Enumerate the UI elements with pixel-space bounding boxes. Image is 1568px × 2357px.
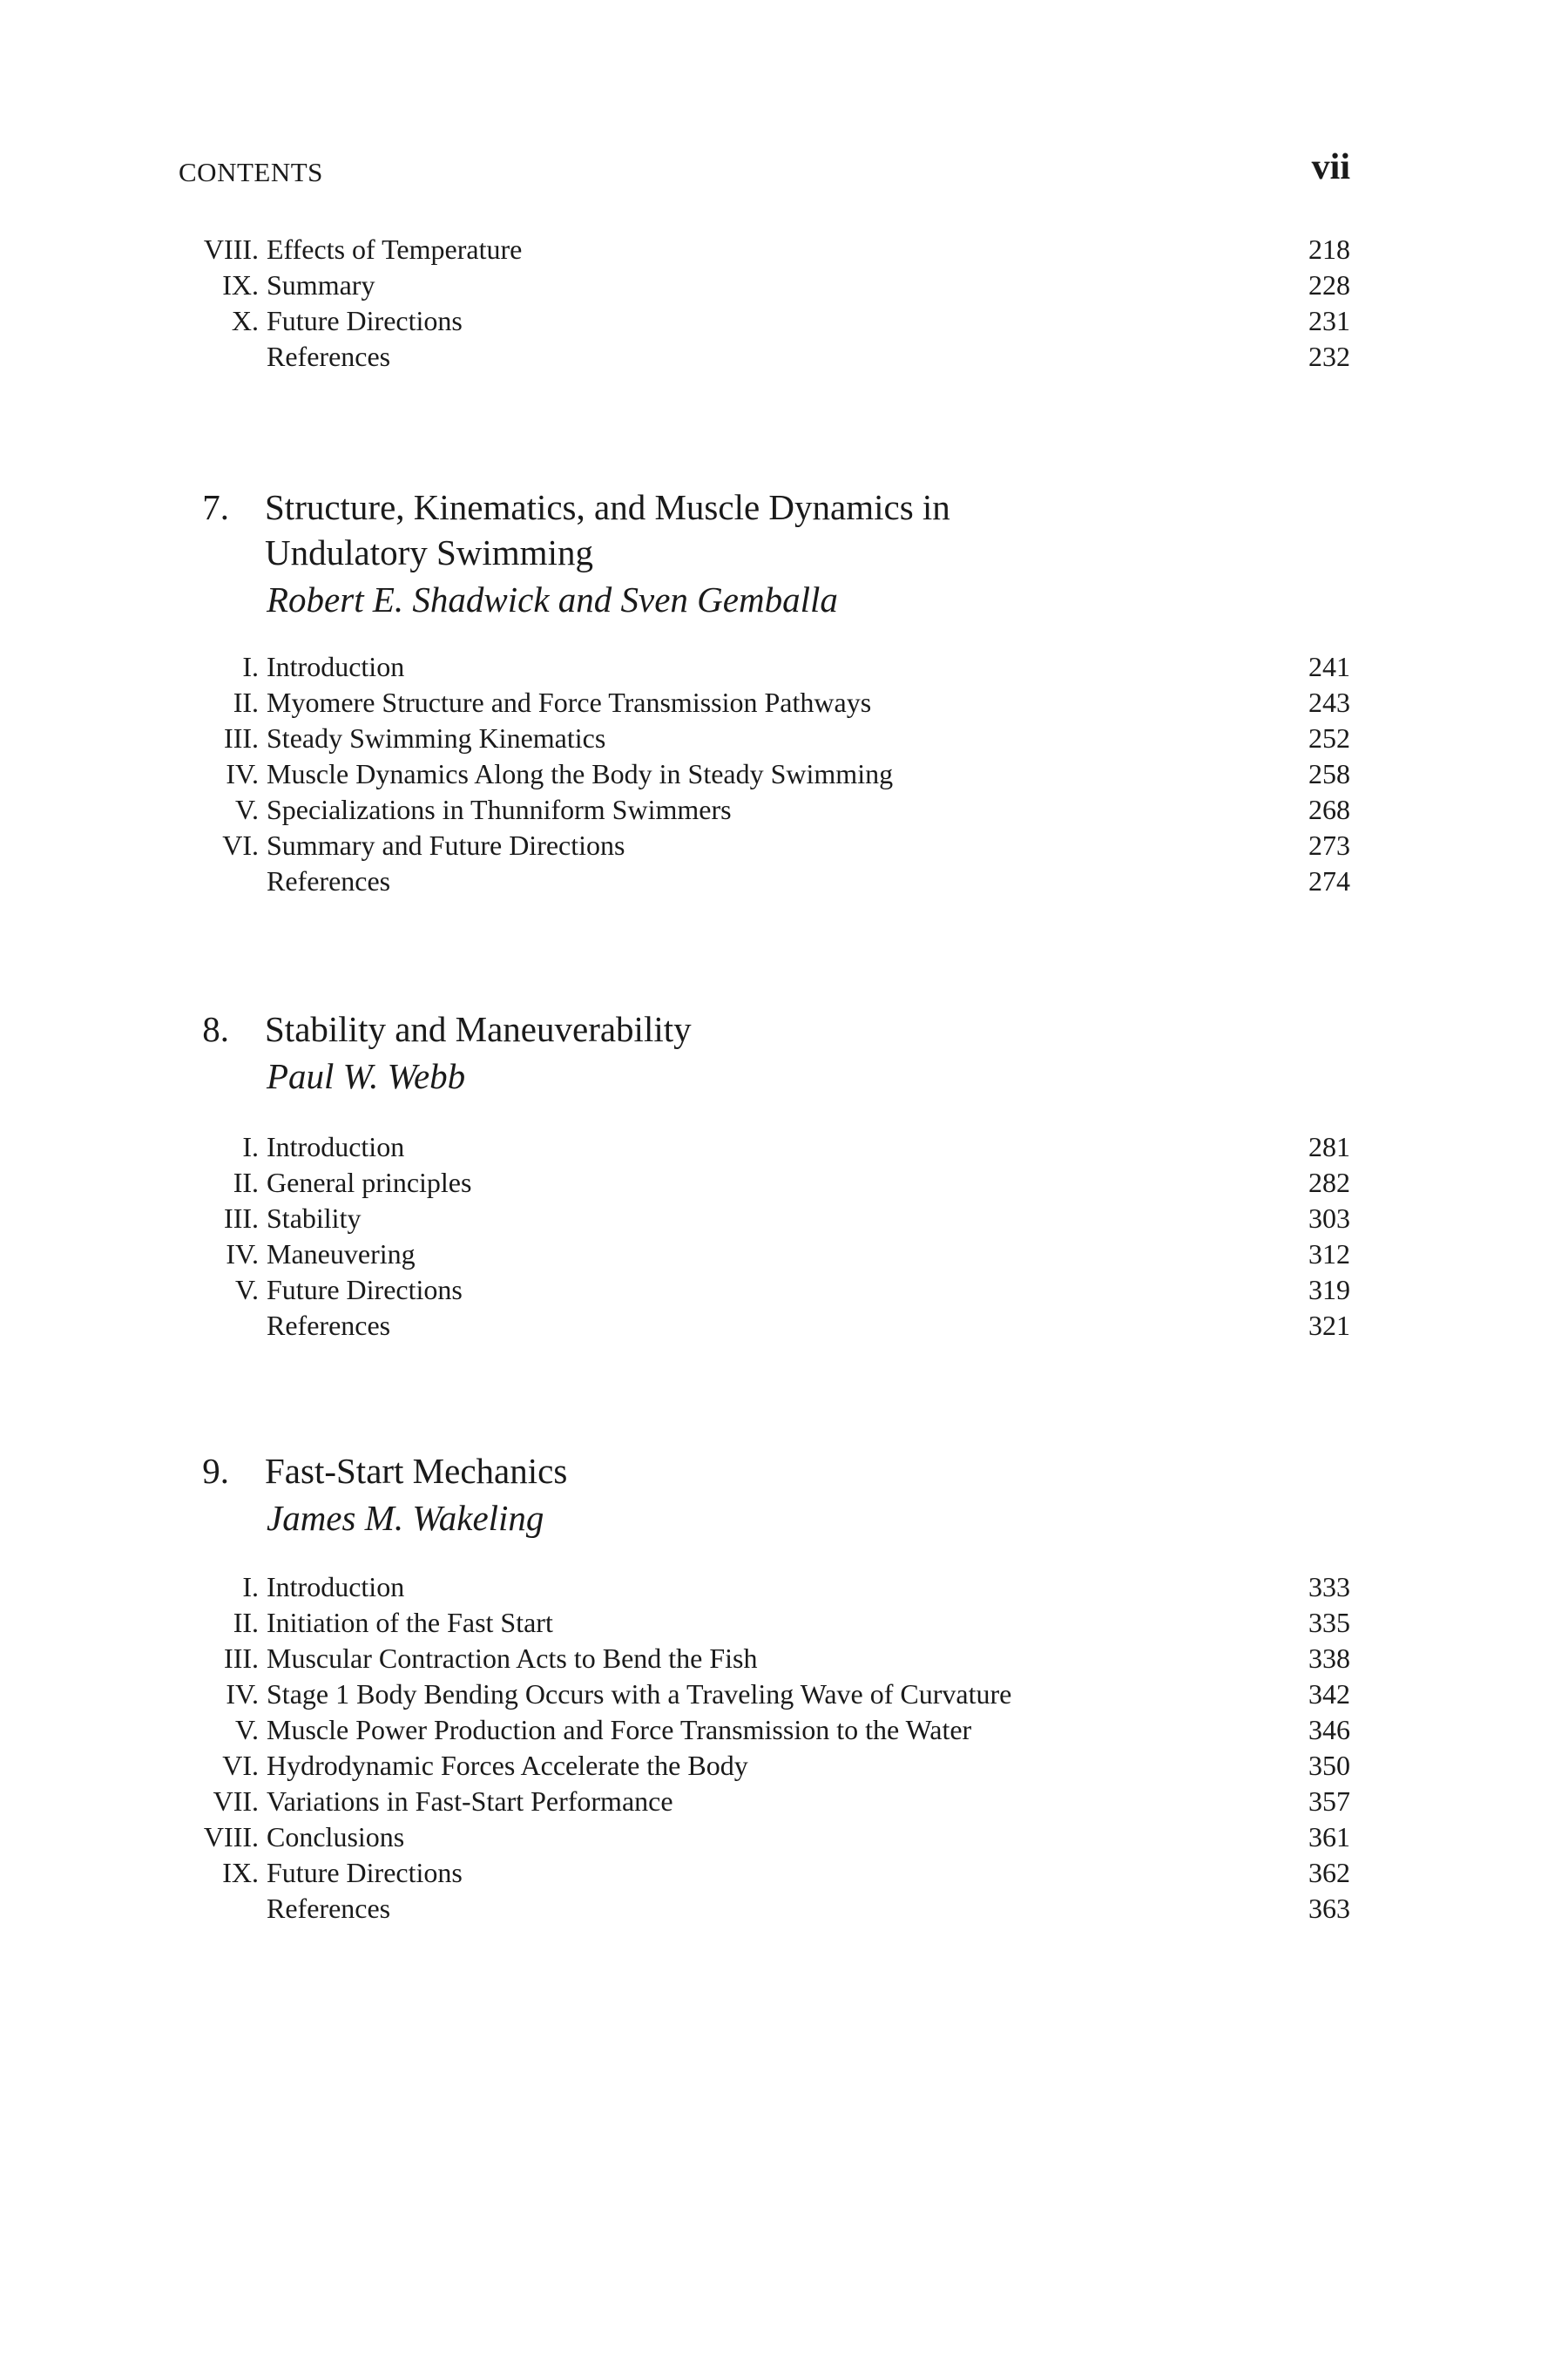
toc-entry-page: 282 — [1308, 1167, 1350, 1198]
toc-entry[interactable] — [179, 756, 1350, 792]
toc-entry-page: 350 — [1308, 1750, 1350, 1781]
toc-entry[interactable] — [179, 1201, 1350, 1236]
toc-entry[interactable] — [179, 1569, 1350, 1605]
toc-entry[interactable] — [179, 1748, 1350, 1784]
toc-entry-references[interactable] — [179, 339, 1350, 375]
toc-entry-title: Stage 1 Body Bending Occurs with a Traveling Wave of Curvature — [267, 1678, 1012, 1710]
toc-entry-title: Introduction — [267, 1131, 405, 1162]
toc-entry-number: II. — [233, 1607, 259, 1638]
chapter-title-line: Structure, Kinematics, and Muscle Dynamics in — [265, 487, 950, 527]
chapter-authors: Paul W. Webb — [267, 1056, 466, 1096]
toc-entry-page: 218 — [1308, 234, 1350, 265]
toc-entry[interactable] — [179, 303, 1350, 339]
toc-entry-title: Specializations in Thunniform Swimmers — [267, 794, 732, 825]
toc-entry-page: 258 — [1308, 758, 1350, 789]
toc-entry-page: 338 — [1308, 1642, 1350, 1674]
toc-entry-page: 312 — [1308, 1238, 1350, 1270]
toc-entry-title: General principles — [267, 1167, 472, 1198]
toc-entry-references[interactable] — [179, 864, 1350, 899]
toc-entry-page: 231 — [1308, 305, 1350, 336]
toc-entry-number: V. — [235, 1714, 259, 1745]
toc-entry-title: Variations in Fast-Start Performance — [267, 1785, 673, 1817]
toc-entry[interactable] — [179, 1784, 1350, 1819]
toc-entry[interactable] — [179, 649, 1350, 685]
toc-entry-number: I. — [242, 1571, 259, 1602]
toc-entry-page: 274 — [1308, 865, 1350, 897]
toc-entry-references[interactable] — [179, 1308, 1350, 1344]
toc-entry-page: 319 — [1308, 1274, 1350, 1305]
toc-entry-number: IV. — [226, 758, 259, 789]
toc-entry-title: Stability — [267, 1202, 362, 1234]
toc-entry-number: I. — [242, 1131, 259, 1162]
toc-entry-title: Future Directions — [267, 1274, 463, 1305]
toc-entry-page: 321 — [1308, 1310, 1350, 1341]
toc-entry-page: 281 — [1308, 1131, 1350, 1162]
toc-entry-number: I. — [242, 651, 259, 682]
toc-entry-page: 357 — [1308, 1785, 1350, 1817]
toc-entry-page: 362 — [1308, 1857, 1350, 1888]
toc-entry-number: III. — [224, 1202, 259, 1234]
toc-entry-title: References — [267, 341, 391, 372]
toc-entry-number: IX. — [222, 269, 259, 301]
toc-entry-title: Hydrodynamic Forces Accelerate the Body — [267, 1750, 748, 1781]
toc-entry-title: Effects of Temperature — [267, 234, 523, 265]
toc-entry-number: X. — [231, 305, 259, 336]
toc-entry-page: 232 — [1308, 341, 1350, 372]
toc-entry-title: Steady Swimming Kinematics — [267, 722, 606, 754]
toc-entry-page: 268 — [1308, 794, 1350, 825]
toc-entry-number: III. — [224, 722, 259, 754]
toc-entry-number: VI. — [222, 830, 259, 861]
toc-entry-page: 252 — [1308, 722, 1350, 754]
toc-entry-page: 303 — [1308, 1202, 1350, 1234]
toc-entry-page: 243 — [1308, 687, 1350, 718]
toc-entry[interactable] — [179, 1236, 1350, 1272]
toc-entry[interactable] — [179, 721, 1350, 756]
toc-entry-number: VII. — [213, 1785, 259, 1817]
toc-entry-page: 333 — [1308, 1571, 1350, 1602]
toc-entry[interactable] — [179, 792, 1350, 828]
toc-entry[interactable] — [179, 232, 1350, 268]
toc-entry[interactable] — [179, 1712, 1350, 1748]
chapter-title-line: Stability and Maneuverability — [265, 1009, 692, 1049]
toc-entry[interactable] — [179, 1819, 1350, 1855]
chapter-authors: Robert E. Shadwick and Sven Gemballa — [267, 579, 838, 620]
toc-entry-title: Future Directions — [267, 305, 463, 336]
toc-entry-number: IX. — [222, 1857, 259, 1888]
toc-entry-title: Muscle Dynamics Along the Body in Steady Swimming — [267, 758, 894, 789]
chapter-number: 9. — [202, 1451, 229, 1491]
toc-entry-number: VIII. — [203, 1821, 259, 1852]
toc-entry-title: References — [267, 1893, 391, 1924]
toc-entry-number: III. — [224, 1642, 259, 1674]
toc-entry-title: Muscular Contraction Acts to Bend the Fish — [267, 1642, 758, 1674]
toc-entry-page: 342 — [1308, 1678, 1350, 1710]
toc-entry[interactable] — [179, 828, 1350, 864]
toc-entry-number: II. — [233, 1167, 259, 1198]
toc-entry-title: Introduction — [267, 651, 405, 682]
toc-entry-title: References — [267, 865, 391, 897]
toc-entry-page: 363 — [1308, 1893, 1350, 1924]
toc-entry-page: 335 — [1308, 1607, 1350, 1638]
toc-entry-page: 228 — [1308, 269, 1350, 301]
toc-entry[interactable] — [179, 1272, 1350, 1308]
toc-entry-title: Maneuvering — [267, 1238, 416, 1270]
toc-entry-title: Future Directions — [267, 1857, 463, 1888]
toc-entry-title: Introduction — [267, 1571, 405, 1602]
toc-entry-title: Conclusions — [267, 1821, 405, 1852]
chapter-title-line: Fast-Start Mechanics — [265, 1451, 568, 1491]
toc-entry[interactable] — [179, 1165, 1350, 1201]
toc-entry-title: Initiation of the Fast Start — [267, 1607, 553, 1638]
chapter-number: 8. — [202, 1009, 229, 1049]
toc-entry-title: Muscle Power Production and Force Transmission to the Water — [267, 1714, 972, 1745]
toc-entry[interactable] — [179, 1676, 1350, 1712]
toc-entry-number: V. — [235, 794, 259, 825]
running-head — [179, 146, 1350, 199]
toc-entry[interactable] — [179, 1641, 1350, 1676]
toc-entry[interactable] — [179, 1605, 1350, 1641]
toc-entry-page: 346 — [1308, 1714, 1350, 1745]
toc-entry[interactable] — [179, 1855, 1350, 1891]
running-head-title: CONTENTS — [179, 157, 323, 187]
toc-entry-number: IV. — [226, 1238, 259, 1270]
toc-entry[interactable] — [179, 685, 1350, 721]
chapter-number: 7. — [202, 487, 229, 527]
toc-entry-number: VIII. — [203, 234, 259, 265]
toc-entry-number: V. — [235, 1274, 259, 1305]
toc-entry-page: 241 — [1308, 651, 1350, 682]
toc-entry-number: VI. — [222, 1750, 259, 1781]
running-head-page-number: vii — [1311, 147, 1350, 187]
toc-entry-number: II. — [233, 687, 259, 718]
toc-entry-page: 361 — [1308, 1821, 1350, 1852]
toc-entry-title: References — [267, 1310, 391, 1341]
toc-entry-title: Summary and Future Directions — [267, 830, 625, 861]
chapter-title-line: Undulatory Swimming — [265, 532, 593, 572]
toc-entry[interactable] — [179, 268, 1350, 303]
toc-entry-references[interactable] — [179, 1891, 1350, 1927]
toc-entry-title: Summary — [267, 269, 375, 301]
toc-entry-page: 273 — [1308, 830, 1350, 861]
chapter-authors: James M. Wakeling — [267, 1498, 544, 1538]
toc-entry-title: Myomere Structure and Force Transmission Pathways — [267, 687, 872, 718]
toc-entry[interactable] — [179, 1129, 1350, 1165]
toc-entry-number: IV. — [226, 1678, 259, 1710]
